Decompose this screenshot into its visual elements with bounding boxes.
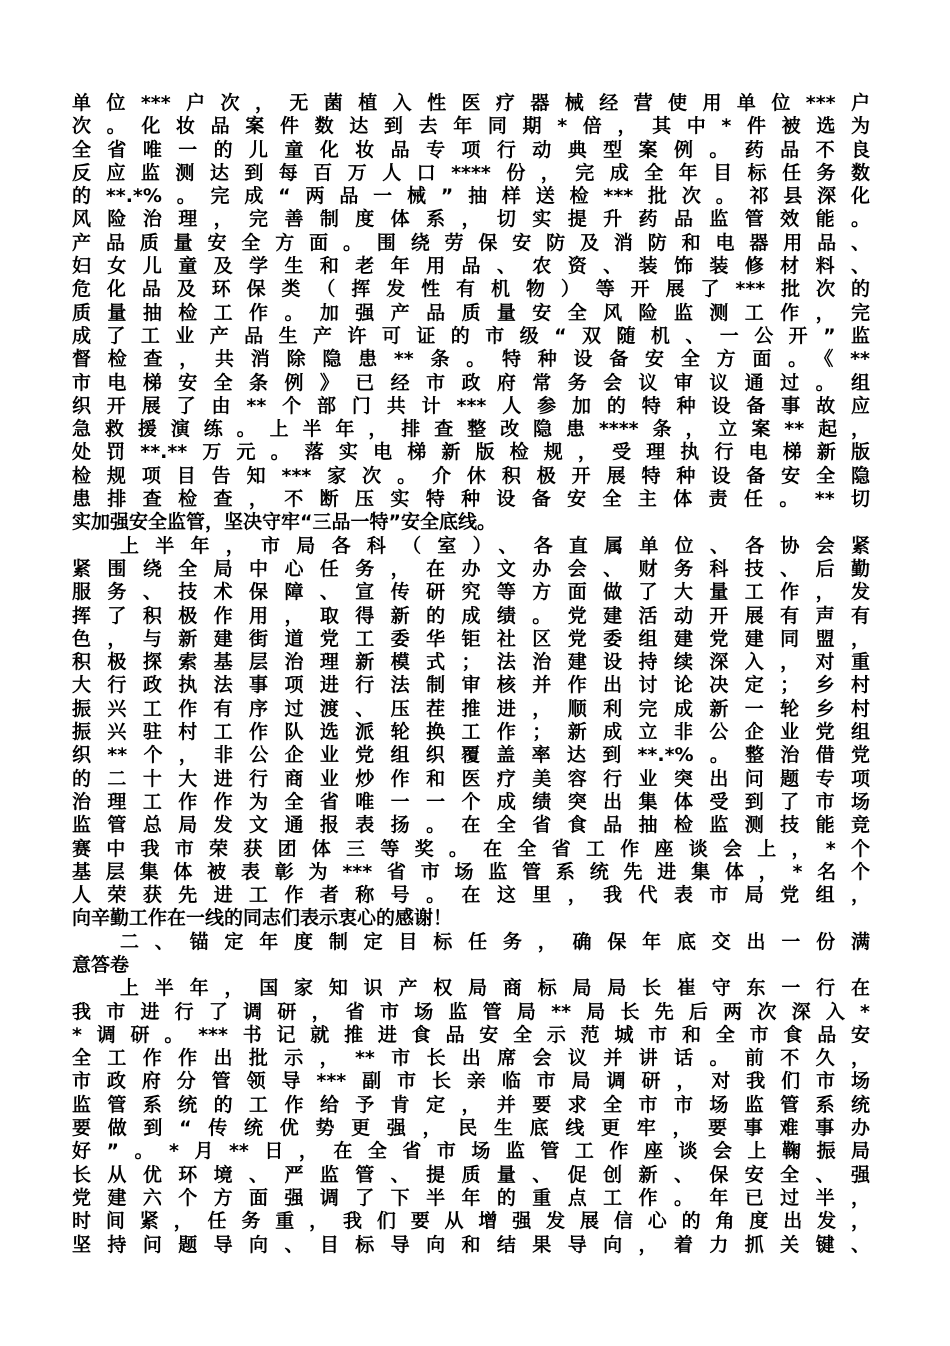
text-line: 织开展了由**个部门共计***人参加的特种设备事故应 <box>72 394 870 417</box>
text-line: 市政府分管领导***副市长亲临市局调研，对我们市场 <box>72 1070 870 1093</box>
section-heading-cont: 意答卷 <box>72 953 130 976</box>
text-line: 大行政执法事项进行法制审核并作出讨论决定；乡村 <box>72 674 870 697</box>
text-line: 产品质量安全方面。围绕劳保安防及消防和电器用品、 <box>72 231 870 254</box>
text-line: 市电梯安全条例》已经市政府常务会议审议通过。组 <box>72 371 870 394</box>
text-line: 织**个，非公企业党组织覆盖率达到**.*%。整治借党 <box>72 744 870 767</box>
text-line: 好”。*月**日，在全省市场监管工作座谈会上鞠振局 <box>72 1140 870 1163</box>
text-line: 向辛勤工作在一线的同志们表示衷心的感谢！ <box>72 907 453 930</box>
text-line: 长从优环境、严监管、提质量、促创新、保安全、强 <box>72 1163 870 1186</box>
text-line: 督检查，共消除隐患**条。特种设备安全方面。《** <box>72 348 870 371</box>
text-line: 治理工作作为全省唯一一个成绩突出集体受到了市场 <box>72 790 870 813</box>
text-line: 监管系统的工作给予肯定，并要求全市市场监管系统 <box>72 1093 870 1116</box>
text-line: 单位***户次，无菌植入性医疗器械经营使用单位***户 <box>72 92 870 114</box>
text-line: 紧围绕全局中心任务，在办文办会、财务科技、后勤 <box>72 557 870 580</box>
text-line: 服务、技术保障、宣传研究等方面做了大量工作，发 <box>72 581 870 604</box>
text-line: 色，与新建街道党工委华钜社区党委组建党建同盟， <box>72 627 870 650</box>
text-line: 的二十大进行商业炒作和医疗美容行业突出问题专项 <box>72 767 870 790</box>
text-line: 妇女儿童及学生和老年用品、农资、装饰装修材料、 <box>72 255 870 278</box>
text-line: 赛中我市荣获团体三等奖。在全省工作座谈会上，*个 <box>72 837 870 860</box>
paragraph-start: 上半年，国家知识产权局商标局局长崔守东一行在 <box>120 977 870 1000</box>
text-line: *调研。***书记就推进食品安全示范城市和全市食品安 <box>72 1023 870 1046</box>
text-line: 人荣获先进工作者称号。在这里，我代表市局党组， <box>72 884 870 907</box>
section-heading: 二、锚定年度制定目标任务，确保年底交出一份满 <box>120 930 870 953</box>
text-line: 坚持问题导向、目标导向和结果导向，着力抓关键、 <box>72 1233 870 1256</box>
text-line: 的**.*%。完成“两品一械”抽样送检***批次。祁县深化 <box>72 185 870 208</box>
text-line: 处罚**.**万元。落实电梯新版检规，受理执行电梯新版 <box>72 441 870 464</box>
document-body <box>72 92 870 1257</box>
text-line: 我市进行了调研，省市场监管局**局长先后两次深入* <box>72 1000 870 1023</box>
text-line: 全省唯一的儿童化妆品专项行动典型案例。药品不良 <box>72 138 870 161</box>
text-line: 反应监测达到每百万人口****份，完成全年目标任务数 <box>72 161 870 184</box>
text-line: 时间紧，任务重，我们要从增强发展信心的角度出发， <box>72 1210 870 1233</box>
text-line: 质量抽检工作。加强产品质量安全风险监测工作，完 <box>72 301 870 324</box>
text-line: 患排查检查，不断压实特种设备安全主体责任。**切 <box>72 488 870 511</box>
text-line: 监管总局发文通报表扬。在全省食品抽检监测技能竞 <box>72 814 870 837</box>
text-line: 检规项目告知***家次。介休积极开展特种设备安全隐 <box>72 464 870 487</box>
text-line: 积极探索基层治理新模式；法治建设持续深入，对重 <box>72 651 870 674</box>
text-line: 挥了积极作用，取得新的成绩。党建活动开展有声有 <box>72 604 870 627</box>
paragraph-start: 上半年，市局各科（室）、各直属单位、各协会紧 <box>120 534 870 557</box>
text-line: 次。化妆品案件数达到去年同期*倍，其中*件被选为 <box>72 115 870 138</box>
text-line: 要做到“传统优势更强，民生底线更牢，要事难事办 <box>72 1117 870 1140</box>
text-line: 实加强安全监管，坚决守牢“三品一特”安全底线。 <box>72 511 496 534</box>
text-line: 成了工业产品生产许可证的市级“双随机、一公开”监 <box>72 324 870 347</box>
text-line: 党建六个方面强调了下半年的重点工作。年已过半， <box>72 1186 870 1209</box>
text-line: 振兴驻村工作队选派轮换工作；新成立非公企业党组 <box>72 721 870 744</box>
text-line: 全工作作出批示，**市长出席会议并讲话。前不久， <box>72 1047 870 1070</box>
text-line: 基层集体被表彰为***省市场监管系统先进集体，*名个 <box>72 860 870 883</box>
text-line: 振兴工作有序过渡、压茬推进，顺利完成新一轮乡村 <box>72 697 870 720</box>
text-line: 急救援演练。上半年，排查整改隐患****条，立案**起， <box>72 418 870 441</box>
text-line: 危化品及环保类（挥发性有机物）等开展了***批次的 <box>72 278 870 301</box>
text-line: 风险治理，完善制度体系，切实提升药品监管效能。 <box>72 208 870 231</box>
